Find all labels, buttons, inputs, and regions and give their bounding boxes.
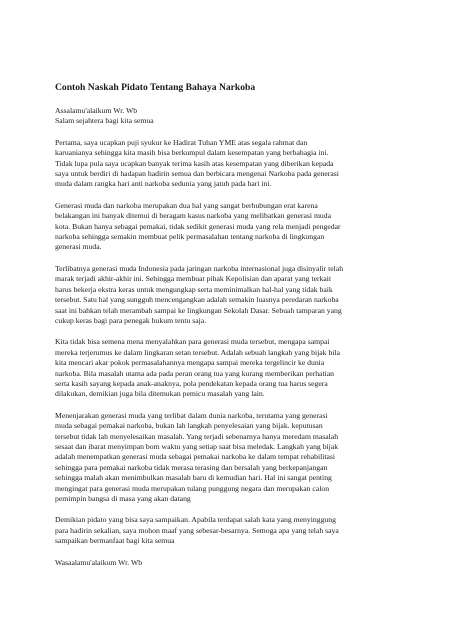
document-content xyxy=(55,82,411,568)
paragraph-rehabilitasi xyxy=(55,411,411,505)
text-line: cukup keras bagi para penegak hukum tentu saja. xyxy=(55,315,207,325)
paragraph-generasi-muda xyxy=(55,201,411,253)
text-line: tersebut. Satu hal yang sungguh mencengangkan adalah semakin luasnya peredaran narkoba xyxy=(55,295,339,305)
text-line: sampaikan bermanfaat bagi kita semua xyxy=(55,536,175,546)
text-line: Generasi muda dan narkoba merupakan dua hal yang sangat berhubungan erat karena xyxy=(55,200,318,210)
text-line: mereka terjerumus ke dalam lingkaran setan tersebut. Adalah sebuah langkah yang bijak bila xyxy=(55,347,340,357)
text-line: saya untuk berdiri di hadapan hadirin semua dan berbicara mengenai Narkoba pada generasi xyxy=(55,169,339,179)
paragraph-opening xyxy=(55,138,411,190)
paragraph-jaringan-narkoba xyxy=(55,264,411,326)
closing-salam: Wasaalamu'alaikum Wr. Wb xyxy=(55,557,143,567)
text-line: muda dalam rangka hari anti narkoba sedunia yang jatuh pada hari ini. xyxy=(55,179,272,189)
text-line: narkoba. Bila masalah utama ada pada peran orang tua yang kurang memberikan perhatian xyxy=(55,368,334,378)
text-line: Kita tidak bisa semena mena menyalahkan para generasi muda tersebut, mengapa sampai xyxy=(55,337,330,347)
text-line: sesaat dan ibarat menyimpan bom waktu yang setiap saat bisa meledak. Langkah yang bijak xyxy=(55,441,339,451)
text-line: dilakukan, demikian juga bila ditemukan pemicu masalah yang lain. xyxy=(55,389,265,399)
text-line: saat ini bahkan telah merambah sampai ke lingkungan Sekolah Dasar. Sebuah tamparan yang xyxy=(55,305,342,315)
text-line: Tidak lupa pula saya ucapkan banyak terima kasih atas kesempatan yang diberikan kepada xyxy=(55,158,334,168)
text-line: Terlibatnya generasi muda Indonesia pada jaringan narkoba internasional juga disinyalir telah xyxy=(55,263,344,273)
text-line: Pertama, saya ucapkan puji syukur ke Hadirat Tuhan YME atas segala rahmat dan xyxy=(55,137,308,147)
text-line: pemimpin bangsa di masa yang akan datang xyxy=(55,494,191,503)
text-line: marak terjadi akhir-akhir ini. Sehingga membuat pihak Kepolisian dan aparat yang terkait xyxy=(55,274,332,284)
text-line: belakangan ini banyak ditemui di beragam kasus narkoba yang melibatkan generasi muda xyxy=(55,211,332,221)
greeting-line: Assalamu'alaikum Wr. Wb xyxy=(55,106,138,115)
text-line: Menenjarakan generasi muda yang terlibat dalam dunia narkoba, terutama yang generasi xyxy=(55,410,328,420)
text-line: kita mencari akar pokok permasalahannya mengapa sampai mereka tergelincir ke dunia xyxy=(55,358,325,368)
greeting-line: Salam sejahtera bagi kita semua xyxy=(55,116,154,126)
text-line: muda sebagai pemakai narkoba, bukan lah langkah penyelesaian yang bijak. keputusan xyxy=(55,421,323,431)
text-line: serta kasih sayang kepada anak-anaknya, pola pendekatan kepada orang tua harus segera xyxy=(55,378,328,388)
text-line: adalah menempatkan generasi muda sebagai pemakai narkoba ke dalam tempat rehabilitasi xyxy=(55,452,336,462)
text-line: Demikian pidato yang bisa saya sampaikan. Apabila terdapat salah kata yang menyinggung xyxy=(55,515,336,525)
text-line: tersebut tidak lah menyelesaikan masalah. Yang terjadi sebenarnya hanya meredam masalah xyxy=(55,431,339,441)
greeting-block xyxy=(55,106,411,127)
paragraph-akar-masalah xyxy=(55,337,411,399)
text-line: para hadirin sekalian, saya mohon maaf yang sebesar-besarnya. Semoga apa yang telah saya xyxy=(55,525,339,535)
text-line: kota. Bukan hanya sebagai pemakai, tidak sedikit generasi muda yang rela menjadi pengedar xyxy=(55,221,341,231)
text-line: sehingga malah akan menimbulkan masalah baru di kemudian hari. Hal ini sangat penting xyxy=(55,473,332,483)
paragraph-penutup xyxy=(55,515,411,546)
text-line: mengingat para generasi muda merupakan tulang punggung negara dan merupakan calon xyxy=(55,483,330,493)
text-line: karuanianya sehingga kita masih bisa berkumpul dalam kesempatan yang berbahagia ini. xyxy=(55,148,329,158)
text-line: generasi muda. xyxy=(55,242,102,252)
text-line: narkoba sehingga semakin membuat pelik permasalahan tentang narkoba di lingkungan xyxy=(55,232,325,242)
text-line: sehingga para pemakai narkoba tidak merasa terasing dan bersalah yang berkepanjangan xyxy=(55,462,328,472)
text-line: harus bekerja ekstra keras untuk mengungkap serta meminimalkan hal-hal yang tidak baik xyxy=(55,284,333,294)
document-title: Contoh Naskah Pidato Tentang Bahaya Narkoba xyxy=(55,82,256,93)
